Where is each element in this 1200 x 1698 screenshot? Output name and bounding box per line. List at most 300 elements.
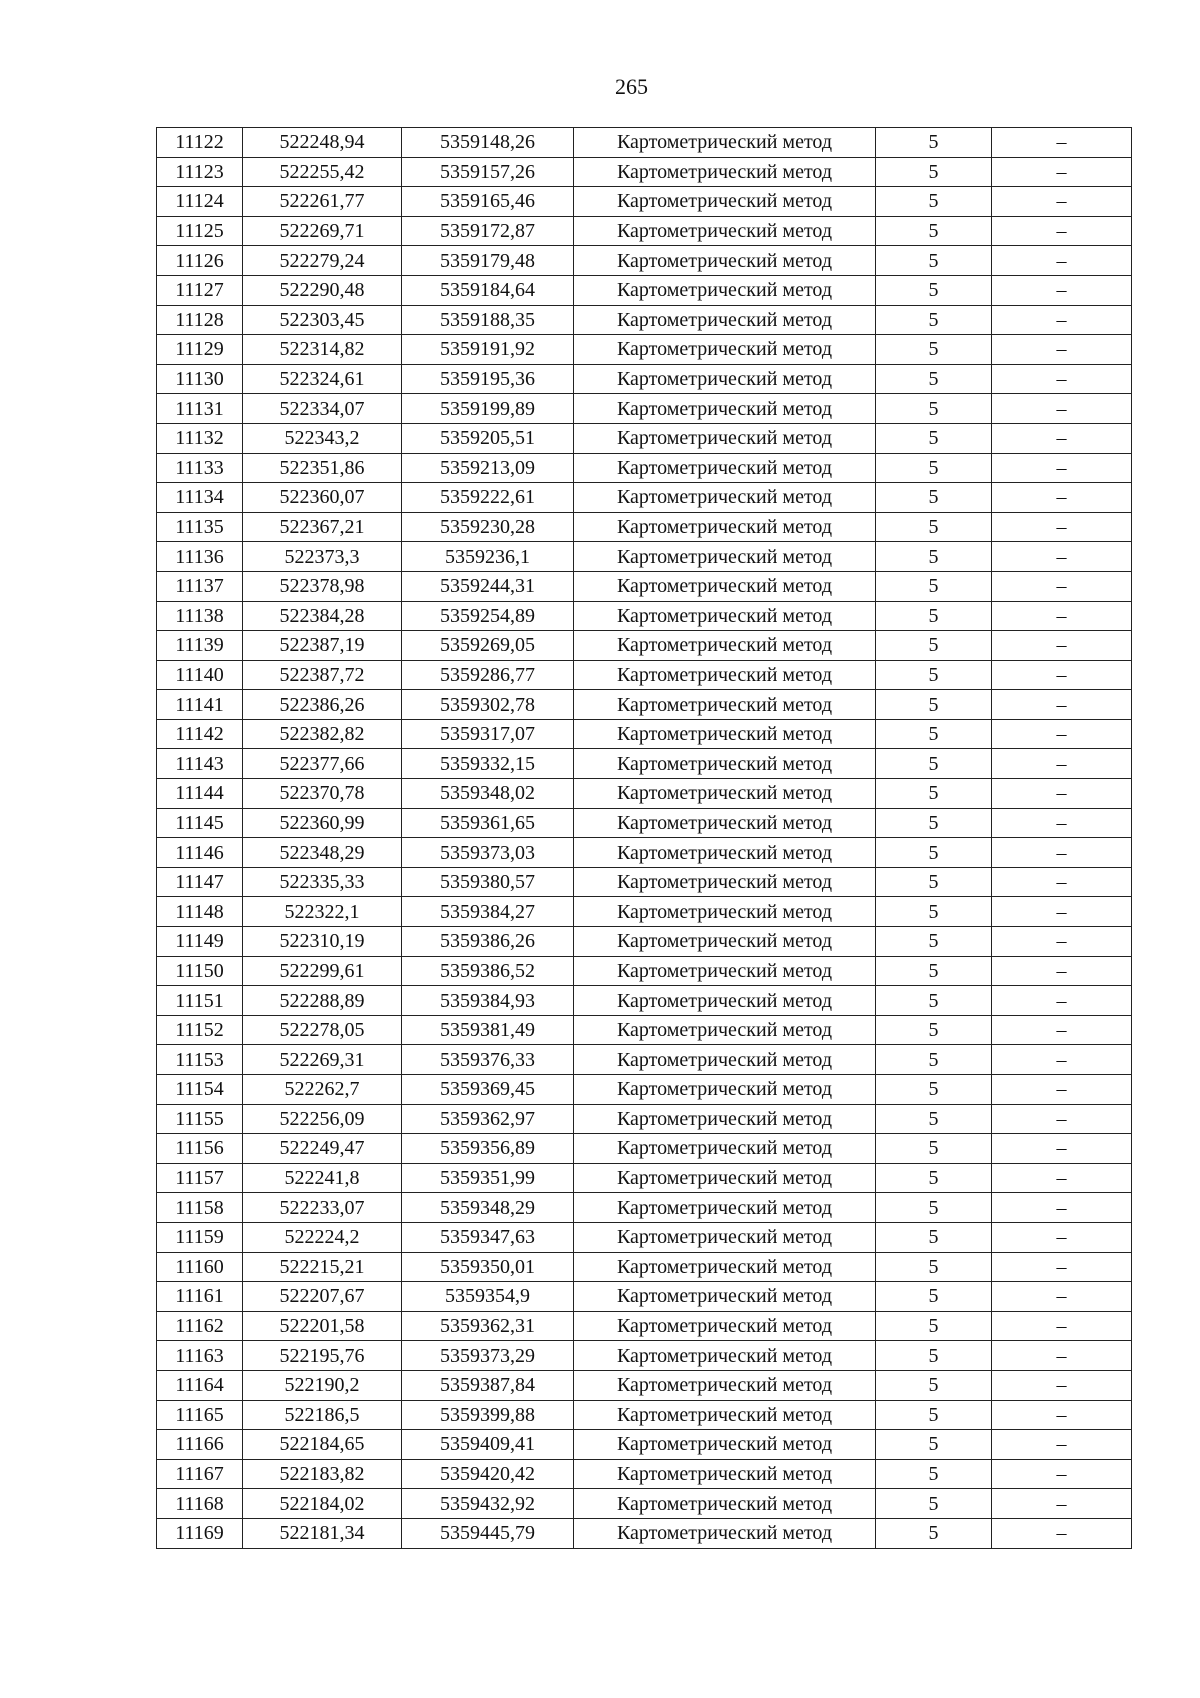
point-number-cell: 11129: [157, 335, 243, 365]
x-coordinate-cell: 522201,58: [243, 1311, 402, 1341]
x-coordinate-cell: 522310,19: [243, 927, 402, 957]
accuracy-cell: 5: [876, 1518, 992, 1548]
table-row: [157, 719, 1132, 749]
point-number-cell: 11131: [157, 394, 243, 424]
x-coordinate-cell: 522322,1: [243, 897, 402, 927]
x-coordinate-cell: 522377,66: [243, 749, 402, 779]
coordinates-table: [156, 127, 1132, 1549]
table-row: [157, 1252, 1132, 1282]
y-coordinate-cell: 5359387,84: [402, 1370, 574, 1400]
y-coordinate-cell: 5359399,88: [402, 1400, 574, 1430]
table-row: [157, 867, 1132, 897]
x-coordinate-cell: 522248,94: [243, 128, 402, 158]
y-coordinate-cell: 5359222,61: [402, 483, 574, 513]
x-coordinate-cell: 522207,67: [243, 1282, 402, 1312]
x-coordinate-cell: 522279,24: [243, 246, 402, 276]
x-coordinate-cell: 522181,34: [243, 1518, 402, 1548]
note-cell: –: [992, 1045, 1132, 1075]
y-coordinate-cell: 5359445,79: [402, 1518, 574, 1548]
table-row: [157, 216, 1132, 246]
table-row: [157, 483, 1132, 513]
point-number-cell: 11151: [157, 986, 243, 1016]
accuracy-cell: 5: [876, 364, 992, 394]
point-number-cell: 11128: [157, 305, 243, 335]
table-row: [157, 1193, 1132, 1223]
y-coordinate-cell: 5359373,29: [402, 1341, 574, 1371]
table-row: [157, 1459, 1132, 1489]
method-cell: Картометрический метод: [574, 1104, 876, 1134]
note-cell: –: [992, 1134, 1132, 1164]
table-row: [157, 927, 1132, 957]
y-coordinate-cell: 5359384,93: [402, 986, 574, 1016]
accuracy-cell: 5: [876, 1370, 992, 1400]
point-number-cell: 11150: [157, 956, 243, 986]
point-number-cell: 11162: [157, 1311, 243, 1341]
table-row: [157, 808, 1132, 838]
note-cell: –: [992, 512, 1132, 542]
accuracy-cell: 5: [876, 1045, 992, 1075]
x-coordinate-cell: 522233,07: [243, 1193, 402, 1223]
note-cell: –: [992, 305, 1132, 335]
note-cell: –: [992, 867, 1132, 897]
accuracy-cell: 5: [876, 423, 992, 453]
x-coordinate-cell: 522241,8: [243, 1163, 402, 1193]
x-coordinate-cell: 522348,29: [243, 838, 402, 868]
y-coordinate-cell: 5359286,77: [402, 660, 574, 690]
accuracy-cell: 5: [876, 157, 992, 187]
method-cell: Картометрический метод: [574, 1489, 876, 1519]
note-cell: –: [992, 660, 1132, 690]
y-coordinate-cell: 5359236,1: [402, 542, 574, 572]
y-coordinate-cell: 5359348,02: [402, 779, 574, 809]
method-cell: Картометрический метод: [574, 1252, 876, 1282]
method-cell: Картометрический метод: [574, 808, 876, 838]
note-cell: –: [992, 453, 1132, 483]
accuracy-cell: 5: [876, 1104, 992, 1134]
table-row: [157, 986, 1132, 1016]
table-row: [157, 1282, 1132, 1312]
table-row: [157, 1104, 1132, 1134]
note-cell: –: [992, 423, 1132, 453]
y-coordinate-cell: 5359165,46: [402, 187, 574, 217]
point-number-cell: 11123: [157, 157, 243, 187]
point-number-cell: 11125: [157, 216, 243, 246]
x-coordinate-cell: 522314,82: [243, 335, 402, 365]
accuracy-cell: 5: [876, 927, 992, 957]
note-cell: –: [992, 808, 1132, 838]
table-row: [157, 571, 1132, 601]
method-cell: Картометрический метод: [574, 1075, 876, 1105]
method-cell: Картометрический метод: [574, 246, 876, 276]
accuracy-cell: 5: [876, 1075, 992, 1105]
method-cell: Картометрический метод: [574, 690, 876, 720]
point-number-cell: 11148: [157, 897, 243, 927]
method-cell: Картометрический метод: [574, 956, 876, 986]
y-coordinate-cell: 5359362,97: [402, 1104, 574, 1134]
y-coordinate-cell: 5359432,92: [402, 1489, 574, 1519]
method-cell: Картометрический метод: [574, 305, 876, 335]
point-number-cell: 11169: [157, 1518, 243, 1548]
accuracy-cell: 5: [876, 1430, 992, 1460]
method-cell: Картометрический метод: [574, 986, 876, 1016]
y-coordinate-cell: 5359386,26: [402, 927, 574, 957]
x-coordinate-cell: 522373,3: [243, 542, 402, 572]
accuracy-cell: 5: [876, 1459, 992, 1489]
y-coordinate-cell: 5359302,78: [402, 690, 574, 720]
accuracy-cell: 5: [876, 719, 992, 749]
note-cell: –: [992, 364, 1132, 394]
note-cell: –: [992, 1370, 1132, 1400]
point-number-cell: 11133: [157, 453, 243, 483]
note-cell: –: [992, 719, 1132, 749]
method-cell: Картометрический метод: [574, 1134, 876, 1164]
point-number-cell: 11153: [157, 1045, 243, 1075]
point-number-cell: 11152: [157, 1015, 243, 1045]
table-row: [157, 335, 1132, 365]
x-coordinate-cell: 522324,61: [243, 364, 402, 394]
note-cell: –: [992, 1311, 1132, 1341]
x-coordinate-cell: 522303,45: [243, 305, 402, 335]
note-cell: –: [992, 631, 1132, 661]
table-row: [157, 512, 1132, 542]
accuracy-cell: 5: [876, 897, 992, 927]
x-coordinate-cell: 522186,5: [243, 1400, 402, 1430]
page-number: 265: [615, 74, 648, 99]
method-cell: Картометрический метод: [574, 571, 876, 601]
method-cell: Картометрический метод: [574, 1341, 876, 1371]
method-cell: Картометрический метод: [574, 779, 876, 809]
note-cell: –: [992, 216, 1132, 246]
note-cell: –: [992, 1489, 1132, 1519]
note-cell: –: [992, 1015, 1132, 1045]
y-coordinate-cell: 5359213,09: [402, 453, 574, 483]
x-coordinate-cell: 522386,26: [243, 690, 402, 720]
accuracy-cell: 5: [876, 335, 992, 365]
point-number-cell: 11166: [157, 1430, 243, 1460]
point-number-cell: 11157: [157, 1163, 243, 1193]
point-number-cell: 11132: [157, 423, 243, 453]
note-cell: –: [992, 1252, 1132, 1282]
accuracy-cell: 5: [876, 838, 992, 868]
table-row: [157, 1045, 1132, 1075]
point-number-cell: 11147: [157, 867, 243, 897]
y-coordinate-cell: 5359332,15: [402, 749, 574, 779]
accuracy-cell: 5: [876, 1163, 992, 1193]
point-number-cell: 11122: [157, 128, 243, 158]
method-cell: Картометрический метод: [574, 838, 876, 868]
x-coordinate-cell: 522334,07: [243, 394, 402, 424]
note-cell: –: [992, 187, 1132, 217]
y-coordinate-cell: 5359347,63: [402, 1222, 574, 1252]
table-row: [157, 453, 1132, 483]
point-number-cell: 11143: [157, 749, 243, 779]
table-row: [157, 1400, 1132, 1430]
point-number-cell: 11161: [157, 1282, 243, 1312]
point-number-cell: 11156: [157, 1134, 243, 1164]
y-coordinate-cell: 5359376,33: [402, 1045, 574, 1075]
method-cell: Картометрический метод: [574, 631, 876, 661]
method-cell: Картометрический метод: [574, 1311, 876, 1341]
point-number-cell: 11164: [157, 1370, 243, 1400]
y-coordinate-cell: 5359230,28: [402, 512, 574, 542]
table-row: [157, 394, 1132, 424]
x-coordinate-cell: 522183,82: [243, 1459, 402, 1489]
accuracy-cell: 5: [876, 512, 992, 542]
y-coordinate-cell: 5359350,01: [402, 1252, 574, 1282]
point-number-cell: 11159: [157, 1222, 243, 1252]
accuracy-cell: 5: [876, 867, 992, 897]
table-row: [157, 364, 1132, 394]
x-coordinate-cell: 522384,28: [243, 601, 402, 631]
accuracy-cell: 5: [876, 986, 992, 1016]
accuracy-cell: 5: [876, 246, 992, 276]
x-coordinate-cell: 522370,78: [243, 779, 402, 809]
method-cell: Картометрический метод: [574, 660, 876, 690]
table-row: [157, 1015, 1132, 1045]
note-cell: –: [992, 1430, 1132, 1460]
accuracy-cell: 5: [876, 631, 992, 661]
point-number-cell: 11135: [157, 512, 243, 542]
accuracy-cell: 5: [876, 542, 992, 572]
note-cell: –: [992, 1104, 1132, 1134]
y-coordinate-cell: 5359244,31: [402, 571, 574, 601]
method-cell: Картометрический метод: [574, 601, 876, 631]
accuracy-cell: 5: [876, 779, 992, 809]
x-coordinate-cell: 522351,86: [243, 453, 402, 483]
point-number-cell: 11165: [157, 1400, 243, 1430]
point-number-cell: 11160: [157, 1252, 243, 1282]
note-cell: –: [992, 157, 1132, 187]
table-row: [157, 749, 1132, 779]
x-coordinate-cell: 522387,19: [243, 631, 402, 661]
table-row: [157, 1341, 1132, 1371]
table-row: [157, 305, 1132, 335]
x-coordinate-cell: 522195,76: [243, 1341, 402, 1371]
method-cell: Картометрический метод: [574, 1459, 876, 1489]
x-coordinate-cell: 522255,42: [243, 157, 402, 187]
x-coordinate-cell: 522299,61: [243, 956, 402, 986]
table-row: [157, 1489, 1132, 1519]
table-row: [157, 128, 1132, 158]
point-number-cell: 11127: [157, 275, 243, 305]
table-body: [157, 128, 1132, 1549]
accuracy-cell: 5: [876, 601, 992, 631]
method-cell: Картометрический метод: [574, 187, 876, 217]
method-cell: Картометрический метод: [574, 1015, 876, 1045]
note-cell: –: [992, 1163, 1132, 1193]
point-number-cell: 11136: [157, 542, 243, 572]
table-row: [157, 1311, 1132, 1341]
table-row: [157, 246, 1132, 276]
note-cell: –: [992, 1518, 1132, 1548]
note-cell: –: [992, 246, 1132, 276]
accuracy-cell: 5: [876, 394, 992, 424]
x-coordinate-cell: 522335,33: [243, 867, 402, 897]
x-coordinate-cell: 522215,21: [243, 1252, 402, 1282]
point-number-cell: 11134: [157, 483, 243, 513]
note-cell: –: [992, 690, 1132, 720]
x-coordinate-cell: 522290,48: [243, 275, 402, 305]
note-cell: –: [992, 1075, 1132, 1105]
y-coordinate-cell: 5359384,27: [402, 897, 574, 927]
accuracy-cell: 5: [876, 128, 992, 158]
note-cell: –: [992, 838, 1132, 868]
point-number-cell: 11144: [157, 779, 243, 809]
method-cell: Картометрический метод: [574, 1430, 876, 1460]
x-coordinate-cell: 522269,71: [243, 216, 402, 246]
accuracy-cell: 5: [876, 1282, 992, 1312]
y-coordinate-cell: 5359409,41: [402, 1430, 574, 1460]
method-cell: Картометрический метод: [574, 1518, 876, 1548]
accuracy-cell: 5: [876, 305, 992, 335]
y-coordinate-cell: 5359354,9: [402, 1282, 574, 1312]
accuracy-cell: 5: [876, 1193, 992, 1223]
point-number-cell: 11124: [157, 187, 243, 217]
y-coordinate-cell: 5359191,92: [402, 335, 574, 365]
table-row: [157, 187, 1132, 217]
point-number-cell: 11130: [157, 364, 243, 394]
table-row: [157, 542, 1132, 572]
note-cell: –: [992, 897, 1132, 927]
accuracy-cell: 5: [876, 1222, 992, 1252]
note-cell: –: [992, 394, 1132, 424]
accuracy-cell: 5: [876, 1341, 992, 1371]
table-row: [157, 423, 1132, 453]
y-coordinate-cell: 5359361,65: [402, 808, 574, 838]
note-cell: –: [992, 956, 1132, 986]
y-coordinate-cell: 5359254,89: [402, 601, 574, 631]
y-coordinate-cell: 5359380,57: [402, 867, 574, 897]
point-number-cell: 11140: [157, 660, 243, 690]
x-coordinate-cell: 522387,72: [243, 660, 402, 690]
x-coordinate-cell: 522261,77: [243, 187, 402, 217]
table-row: [157, 275, 1132, 305]
x-coordinate-cell: 522360,99: [243, 808, 402, 838]
table-row: [157, 1075, 1132, 1105]
table-row: [157, 1222, 1132, 1252]
x-coordinate-cell: 522269,31: [243, 1045, 402, 1075]
x-coordinate-cell: 522184,02: [243, 1489, 402, 1519]
note-cell: –: [992, 1282, 1132, 1312]
y-coordinate-cell: 5359420,42: [402, 1459, 574, 1489]
accuracy-cell: 5: [876, 808, 992, 838]
y-coordinate-cell: 5359148,26: [402, 128, 574, 158]
y-coordinate-cell: 5359195,36: [402, 364, 574, 394]
point-number-cell: 11154: [157, 1075, 243, 1105]
y-coordinate-cell: 5359369,45: [402, 1075, 574, 1105]
method-cell: Картометрический метод: [574, 1282, 876, 1312]
y-coordinate-cell: 5359373,03: [402, 838, 574, 868]
method-cell: Картометрический метод: [574, 749, 876, 779]
accuracy-cell: 5: [876, 453, 992, 483]
y-coordinate-cell: 5359184,64: [402, 275, 574, 305]
point-number-cell: 11139: [157, 631, 243, 661]
y-coordinate-cell: 5359205,51: [402, 423, 574, 453]
y-coordinate-cell: 5359317,07: [402, 719, 574, 749]
point-number-cell: 11146: [157, 838, 243, 868]
y-coordinate-cell: 5359351,99: [402, 1163, 574, 1193]
method-cell: Картометрический метод: [574, 1400, 876, 1430]
accuracy-cell: 5: [876, 1252, 992, 1282]
accuracy-cell: 5: [876, 1134, 992, 1164]
point-number-cell: 11137: [157, 571, 243, 601]
point-number-cell: 11141: [157, 690, 243, 720]
table-row: [157, 1134, 1132, 1164]
note-cell: –: [992, 1222, 1132, 1252]
y-coordinate-cell: 5359356,89: [402, 1134, 574, 1164]
method-cell: Картометрический метод: [574, 128, 876, 158]
method-cell: Картометрический метод: [574, 1163, 876, 1193]
method-cell: Картометрический метод: [574, 275, 876, 305]
table-row: [157, 601, 1132, 631]
method-cell: Картометрический метод: [574, 364, 876, 394]
table-row: [157, 1370, 1132, 1400]
method-cell: Картометрический метод: [574, 512, 876, 542]
accuracy-cell: 5: [876, 1489, 992, 1519]
x-coordinate-cell: 522278,05: [243, 1015, 402, 1045]
note-cell: –: [992, 128, 1132, 158]
method-cell: Картометрический метод: [574, 1045, 876, 1075]
note-cell: –: [992, 1400, 1132, 1430]
point-number-cell: 11142: [157, 719, 243, 749]
note-cell: –: [992, 1341, 1132, 1371]
accuracy-cell: 5: [876, 1400, 992, 1430]
accuracy-cell: 5: [876, 660, 992, 690]
method-cell: Картометрический метод: [574, 483, 876, 513]
accuracy-cell: 5: [876, 956, 992, 986]
point-number-cell: 11149: [157, 927, 243, 957]
y-coordinate-cell: 5359381,49: [402, 1015, 574, 1045]
note-cell: –: [992, 986, 1132, 1016]
method-cell: Картометрический метод: [574, 423, 876, 453]
point-number-cell: 11168: [157, 1489, 243, 1519]
table-row: [157, 779, 1132, 809]
point-number-cell: 11138: [157, 601, 243, 631]
method-cell: Картометрический метод: [574, 335, 876, 365]
note-cell: –: [992, 335, 1132, 365]
point-number-cell: 11126: [157, 246, 243, 276]
table-row: [157, 1430, 1132, 1460]
method-cell: Картометрический метод: [574, 867, 876, 897]
table-row: [157, 838, 1132, 868]
x-coordinate-cell: 522288,89: [243, 986, 402, 1016]
x-coordinate-cell: 522184,65: [243, 1430, 402, 1460]
accuracy-cell: 5: [876, 690, 992, 720]
point-number-cell: 11167: [157, 1459, 243, 1489]
x-coordinate-cell: 522343,2: [243, 423, 402, 453]
accuracy-cell: 5: [876, 571, 992, 601]
table-row: [157, 956, 1132, 986]
y-coordinate-cell: 5359386,52: [402, 956, 574, 986]
note-cell: –: [992, 749, 1132, 779]
note-cell: –: [992, 542, 1132, 572]
note-cell: –: [992, 275, 1132, 305]
table-row: [157, 1518, 1132, 1548]
method-cell: Картометрический метод: [574, 1193, 876, 1223]
point-number-cell: 11145: [157, 808, 243, 838]
note-cell: –: [992, 571, 1132, 601]
accuracy-cell: 5: [876, 216, 992, 246]
method-cell: Картометрический метод: [574, 453, 876, 483]
x-coordinate-cell: 522249,47: [243, 1134, 402, 1164]
method-cell: Картометрический метод: [574, 394, 876, 424]
accuracy-cell: 5: [876, 1311, 992, 1341]
method-cell: Картометрический метод: [574, 157, 876, 187]
accuracy-cell: 5: [876, 1015, 992, 1045]
table-row: [157, 660, 1132, 690]
y-coordinate-cell: 5359199,89: [402, 394, 574, 424]
method-cell: Картометрический метод: [574, 1222, 876, 1252]
